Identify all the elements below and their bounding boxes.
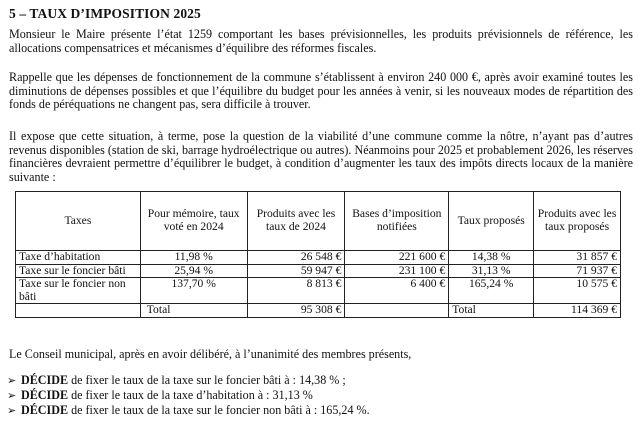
table-row: [16, 264, 621, 278]
header-taxes: Taxes: [16, 192, 141, 251]
table-total-row: [16, 304, 621, 318]
total-value-left: 95 308 €: [247, 304, 345, 318]
row-bases: 6 400 €: [345, 278, 449, 304]
list-item: [7, 388, 370, 403]
row-produits-proposes: 31 857 €: [534, 251, 621, 265]
row-taux-proposes: 165,24 %: [449, 278, 534, 304]
total-label-left: Total: [140, 304, 247, 318]
decide-keyword: DÉCIDE: [21, 403, 69, 418]
row-produits-2024: 26 548 €: [247, 251, 345, 265]
row-tax-name: Taxe d’habitation: [16, 251, 141, 265]
table-row: [16, 278, 621, 304]
header-bases: Bases d’imposition notifiées: [345, 192, 449, 251]
row-taux-2024: 137,70 %: [140, 278, 247, 304]
conclusion-text: Le Conseil municipal, après en avoir délibéré, à l’unanimité des membres présents,: [9, 347, 412, 361]
row-tax-name: Taxe sur le foncier non bâti: [16, 278, 141, 304]
total-empty-cell: [16, 304, 141, 318]
paragraph-depenses: Rappelle que les dépenses de fonctionnement de la commune s’établissent à environ 240 000 €, après avoir examiné toutes les diminutions de dépenses possibles et que l’équilibre du budget pour les années à venir, si les nouveaux modes de répartition des fonds de péréquations ne changent pas, sera difficile à trouver.: [9, 70, 633, 112]
decide-keyword: DÉCIDE: [21, 388, 69, 403]
row-taux-proposes: 14,38 %: [449, 251, 534, 265]
decision-list: [7, 373, 370, 419]
decision-text: de fixer le taux de la taxe d’habitation à : 31,13 %: [68, 388, 313, 403]
row-bases: 231 100 €: [345, 264, 449, 278]
row-bases: 221 600 €: [345, 251, 449, 265]
table-header-row: [16, 192, 621, 251]
list-item: [7, 403, 370, 418]
paragraph-viabilite: Il expose que cette situation, à terme, pose la question de la viabilité d’une commune comme la nôtre, n’ayant pas d’autres revenus disponibles (station de ski, barrage hydroélectrique ou autres). Néanmoins pour 2025 et probablement 2026, les réserves financières devraient permettre d’équilibrer le budget, à condition d’augmenter les taux des impôts directs locaux de la manière suivante :: [9, 129, 633, 184]
header-produits-2024: Produits avec les taux de 2024: [247, 192, 345, 251]
row-produits-proposes: 10 575 €: [534, 278, 621, 304]
total-label-right: Total: [449, 304, 534, 318]
header-taux-2024: Pour mémoire, taux voté en 2024: [140, 192, 247, 251]
row-produits-2024: 8 813 €: [247, 278, 345, 304]
tax-rates-table: [15, 191, 621, 318]
row-produits-proposes: 71 937 €: [534, 264, 621, 278]
arrow-bullet-icon: ➢: [7, 374, 17, 387]
row-tax-name: Taxe sur le foncier bâti: [16, 264, 141, 278]
row-taux-2024: 11,98 %: [140, 251, 247, 265]
arrow-bullet-icon: ➢: [7, 389, 17, 403]
decide-keyword: DÉCIDE: [21, 373, 69, 387]
row-taux-2024: 25,94 %: [140, 264, 247, 278]
arrow-bullet-icon: ➢: [7, 404, 17, 418]
total-value-right: 114 369 €: [534, 304, 621, 318]
table-row: [16, 251, 621, 265]
row-taux-proposes: 31,13 %: [449, 264, 534, 278]
total-empty-cell: [345, 304, 449, 318]
row-produits-2024: 59 947 €: [247, 264, 345, 278]
list-item: [7, 373, 370, 388]
decision-text: de fixer le taux de la taxe sur le foncier bâti à : 14,38 % ;: [68, 373, 346, 387]
header-produits-proposes: Produits avec les taux proposés: [534, 192, 621, 251]
header-taux-proposes: Taux proposés: [449, 192, 534, 251]
paragraph-presentation: Monsieur le Maire présente l’état 1259 comportant les bases prévisionnelles, les produits prévisionnels de référence, les allocations compensatrices et mécanismes d’équilibre des réformes fiscales.: [9, 27, 633, 55]
decision-text: de fixer le taux de la taxe sur le foncier non bâti à : 165,24 %.: [68, 403, 370, 418]
section-title: 5 – TAUX D’IMPOSITION 2025: [9, 6, 201, 21]
